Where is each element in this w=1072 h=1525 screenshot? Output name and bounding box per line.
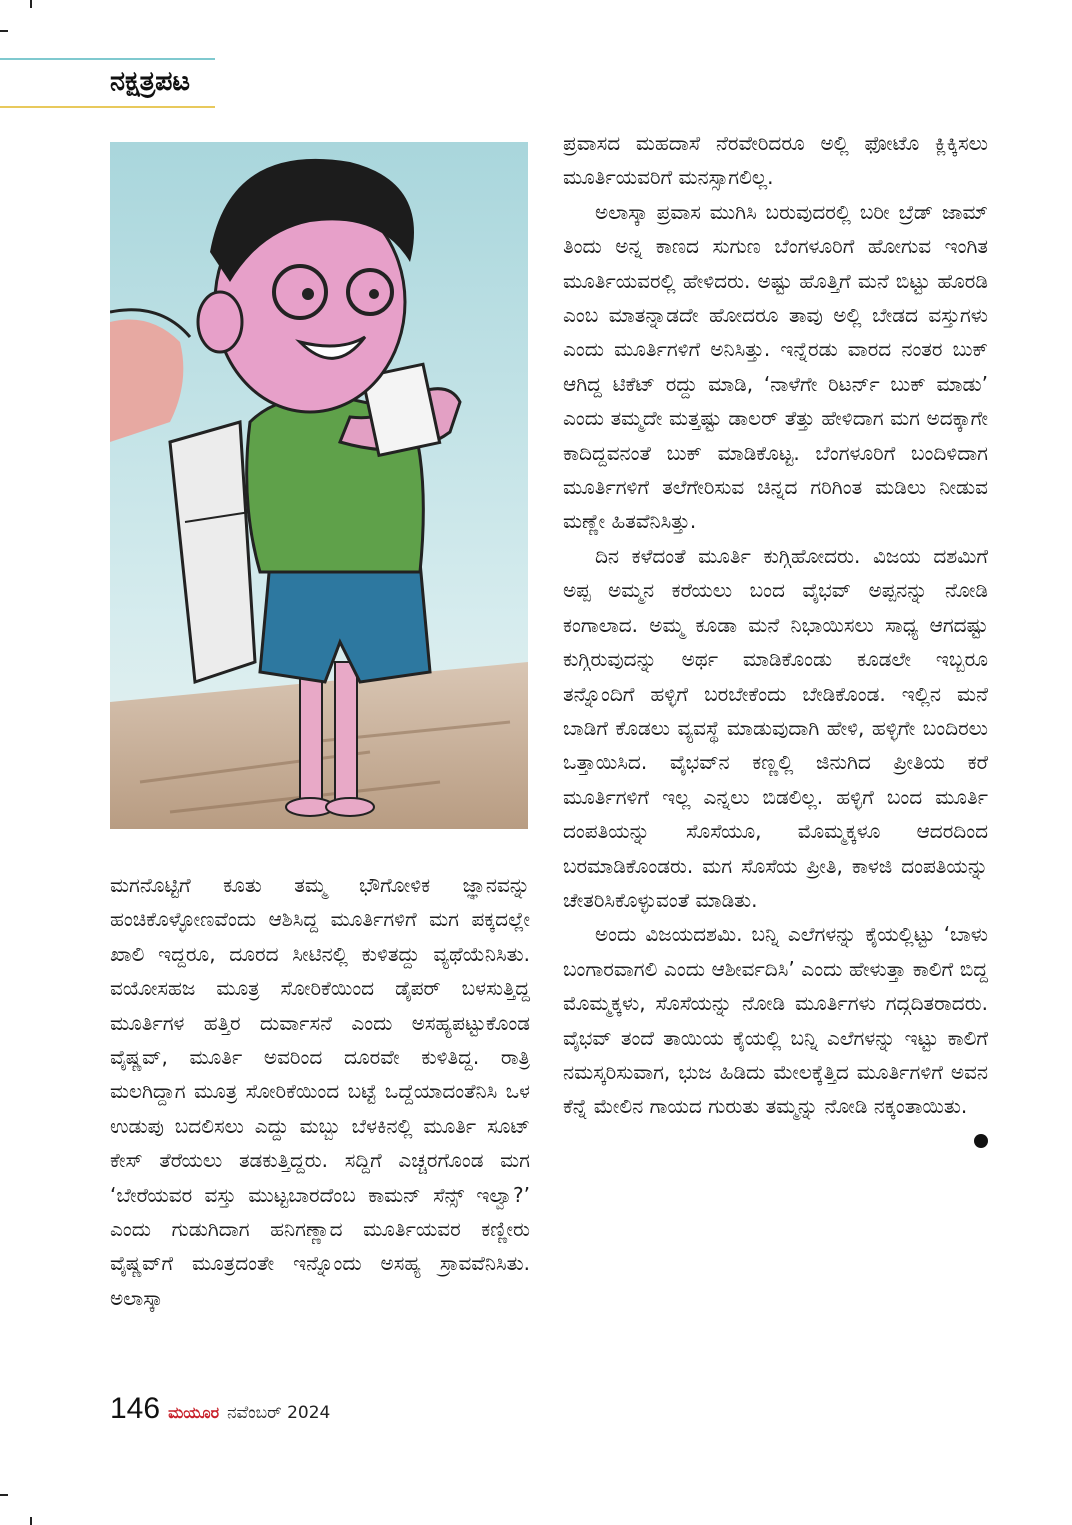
paragraph-text: ಅಂದು ವಿಜಯದಶಮಿ. ಬನ್ನಿ ಎಲೆಗಳನ್ನು ಕೈಯಲ್ಲಿಟ್ಟು ‘ಬಾಳು ಬಂಗಾರವಾಗಲಿ ಎಂದು ಆಶೀರ್ವದಿಸಿ’ ಎಂದು ಹೇಳುತ್ತಾ ಕಾಲಿಗೆ ಬಿದ್ದ ಮೊಮ್ಮಕ್ಕಳು, ಸೊಸೆಯನ್ನು ನೋಡಿ ಮೂರ್ತಿಗಳು ಗದ್ಗದಿತರಾದರು. ವೈಭವ್ ತಂದೆ ತಾಯಿಯ ಕೈಯಲ್ಲಿ ಬನ್ನಿ ಎಲೆಗಳನ್ನು ಇಟ್ಟು ಕಾಲಿಗೆ ನಮಸ್ಕರಿಸುವಾಗ, ಭುಜ ಹಿಡಿದು ಮೇಲಕ್ಕೆತ್ತಿದ ಮೂರ್ತಿಗಳಿಗೆ ಅವನ ಕೆನ್ನೆ ಮೇಲಿನ ಗಾಯದ ಗುರುತು ತಮ್ಮನ್ನು ನೋಡಿ ನಕ್ಕಂತಾಯಿತು. [563, 922, 988, 1119]
crop-mark [0, 1494, 8, 1496]
section-header [0, 58, 220, 110]
crop-mark [30, 0, 32, 8]
page-footer [110, 1392, 330, 1432]
crop-mark [0, 30, 8, 32]
story-illustration [110, 142, 528, 829]
paragraph: ಅಲಾಸ್ಕಾ ಪ್ರವಾಸ ಮುಗಿಸಿ ಬರುವುದರಲ್ಲಿ ಬರೀ ಬ್ರೆಡ್ ಜಾಮ್ ತಿಂದು ಅನ್ನ ಕಾಣದ ಸುಗುಣ ಬೆಂಗಳೂರಿಗೆ ಹೋಗುವ ಇಂಗಿತ ಮೂರ್ತಿಯವರಲ್ಲಿ ಹೇಳಿದರು. ಅಷ್ಟು ಹೊತ್ತಿಗೆ ಮನೆ ಬಿಟ್ಟು ಹೊರಡಿ ಎಂಬ ಮಾತನ್ನಾಡದೇ ಹೋದರೂ ತಾವು ಅಲ್ಲಿ ಬೇಡದ ವಸ್ತುಗಳು ಎಂದು ಮೂರ್ತಿಗಳಿಗೆ ಅನಿಸಿತ್ತು. ಇನ್ನೆರಡು ವಾರದ ನಂತರ ಬುಕ್ ಆಗಿದ್ದ ಟಿಕೆಟ್ ರದ್ದು ಮಾಡಿ, ‘ನಾಳೆಗೇ ರಿಟರ್ನ್ ಬುಕ್ ಮಾಡು’ ಎಂದು ತಮ್ಮದೇ ಮತ್ತಷ್ಟು ಡಾಲರ್ ತೆತ್ತು ಹೇಳಿದಾಗ ಮಗ ಅದಕ್ಕಾಗೇ ಕಾದಿದ್ದವನಂತೆ ಬುಕ್ ಮಾಡಿಕೊಟ್ಟ. ಬೆಂಗಳೂರಿಗೆ ಬಂದಿಳಿದಾಗ ಮೂರ್ತಿಗಳಿಗೆ ತಲೆಗೇರಿಸುವ ಚಿನ್ನದ ಗರಿಗಿಂತ ಮಡಿಲು ನೀಡುವ ಮಣ್ಣೇ ಹಿತವೆನಿಸಿತ್ತು. [563, 199, 988, 534]
text-column-left [110, 868, 530, 1315]
header-rule-bottom [0, 106, 215, 108]
crop-mark [30, 1517, 32, 1525]
section-title: ನಕ್ಷತ್ರಪಟ [110, 66, 191, 97]
paragraph-last [563, 917, 988, 1123]
paragraph: ದಿನ ಕಳೆದಂತೆ ಮೂರ್ತಿ ಕುಗ್ಗಿಹೋದರು. ವಿಜಯ ದಶಮಿಗೆ ಅಪ್ಪ ಅಮ್ಮನ ಕರೆಯಲು ಬಂದ ವೈಭವ್ ಅಪ್ಪನನ್ನು ನೋಡಿ ಕಂಗಾಲಾದ. ಅಮ್ಮ ಕೂಡಾ ಮನೆ ನಿಭಾಯಿಸಲು ಸಾಧ್ಯ ಆಗದಷ್ಟು ಕುಗ್ಗಿರುವುದನ್ನು ಅರ್ಥ ಮಾಡಿಕೊಂಡು ಕೂಡಲೇ ಇಬ್ಬರೂ ತನ್ನೊಂದಿಗೆ ಹಳ್ಳಿಗೆ ಬರಬೇಕೆಂದು ಬೇಡಿಕೊಂಡ. ಇಲ್ಲಿನ ಮನೆ ಬಾಡಿಗೆ ಕೊಡಲು ವ್ಯವಸ್ಥೆ ಮಾಡುವುದಾಗಿ ಹೇಳಿ, ಹಳ್ಳಿಗೇ ಬಂದಿರಲು ಒತ್ತಾಯಿಸಿದ. ವೈಭವ್‌ನ ಕಣ್ಣಲ್ಲಿ ಜಿನುಗಿದ ಪ್ರೀತಿಯ ಕರೆ ಮೂರ್ತಿಗಳಿಗೆ ಇಲ್ಲ ಎನ್ನಲು ಬಿಡಲಿಲ್ಲ. ಹಳ್ಳಿಗೆ ಬಂದ ಮೂರ್ತಿ ದಂಪತಿಯನ್ನು ಸೊಸೆಯೂ, ಮೊಮ್ಮಕ್ಕಳೂ ಆದರದಿಂದ ಬರಮಾಡಿಕೊಂಡರು. ಮಗ ಸೊಸೆಯ ಪ್ರೀತಿ, ಕಾಳಜಿ ದಂಪತಿಯನ್ನು ಚೇತರಿಸಿಕೊಳ್ಳುವಂತೆ ಮಾಡಿತು. [563, 543, 988, 912]
paragraph: ಪ್ರವಾಸದ ಮಹದಾಸೆ ನೆರವೇರಿದರೂ ಅಲ್ಲಿ ಫೋಟೊ ಕ್ಲಿಕ್ಕಿಸಲು ಮೂರ್ತಿಯವರಿಗೆ ಮನಸ್ಸಾಗಲಿಲ್ಲ. [563, 131, 988, 190]
text-column-right [563, 126, 988, 1148]
page-number: 146 [110, 1392, 161, 1425]
boy-with-book-illustration [110, 142, 528, 829]
end-of-story-bullet-icon [974, 1134, 988, 1148]
magazine-logo: ಮಯೂರ [168, 1403, 220, 1422]
header-rule-top [0, 58, 215, 60]
paragraph: ಮಗನೊಟ್ಟಿಗೆ ಕೂತು ತಮ್ಮ ಭೌಗೋಳಿಕ ಜ್ಞಾನವನ್ನು ಹಂಚಿಕೊಳ್ಳೋಣವೆಂದು ಆಶಿಸಿದ್ದ ಮೂರ್ತಿಗಳಿಗೆ ಮಗ ಪಕ್ಕದಲ್ಲೇ ಖಾಲಿ ಇದ್ದರೂ, ದೂರದ ಸೀಟಿನಲ್ಲಿ ಕುಳಿತದ್ದು ವ್ಯಥೆಯೆನಿಸಿತು. ವಯೋಸಹಜ ಮೂತ್ರ ಸೋರಿಕೆಯಿಂದ ಡೈಪರ್ ಬಳಸುತ್ತಿದ್ದ ಮೂರ್ತಿಗಳ ಹತ್ತಿರ ದುರ್ವಾಸನೆ ಎಂದು ಅಸಹ್ಯಪಟ್ಟುಕೊಂಡ ವೈಷ್ಣವ್, ಮೂರ್ತಿ ಅವರಿಂದ ದೂರವೇ ಕುಳಿತಿದ್ದ. ರಾತ್ರಿ ಮಲಗಿದ್ದಾಗ ಮೂತ್ರ ಸೋರಿಕೆಯಿಂದ ಬಟ್ಟೆ ಒದ್ದೆಯಾದಂತೆನಿಸಿ ಒಳ ಉಡುಪು ಬದಲಿಸಲು ಎದ್ದು ಮಬ್ಬು ಬೆಳಕಿನಲ್ಲಿ ಮೂರ್ತಿ ಸೂಟ್ ಕೇಸ್ ತೆರೆಯಲು ತಡಕುತ್ತಿದ್ದರು. ಸದ್ದಿಗೆ ಎಚ್ಚರಗೊಂಡ ಮಗ ‘ಬೇರೆಯವರ ವಸ್ತು ಮುಟ್ಟಬಾರದೆಂಬ ಕಾಮನ್ ಸೆನ್ಸ್ ಇಲ್ವಾ?’ ಎಂದು ಗುಡುಗಿದಾಗ ಹನಿಗಣ್ಣಾದ ಮೂರ್ತಿಯವರ ಕಣ್ಣೀರು ವೈಷ್ಣವ್‌ಗೆ ಮೂತ್ರದಂತೇ ಇನ್ನೊಂದು ಅಸಹ್ಯ ಸ್ರಾವವೆನಿಸಿತು. ಅಲಾಸ್ಕಾ [110, 873, 530, 1310]
issue-date: ನವೆಂಬರ್ 2024 [227, 1403, 331, 1423]
